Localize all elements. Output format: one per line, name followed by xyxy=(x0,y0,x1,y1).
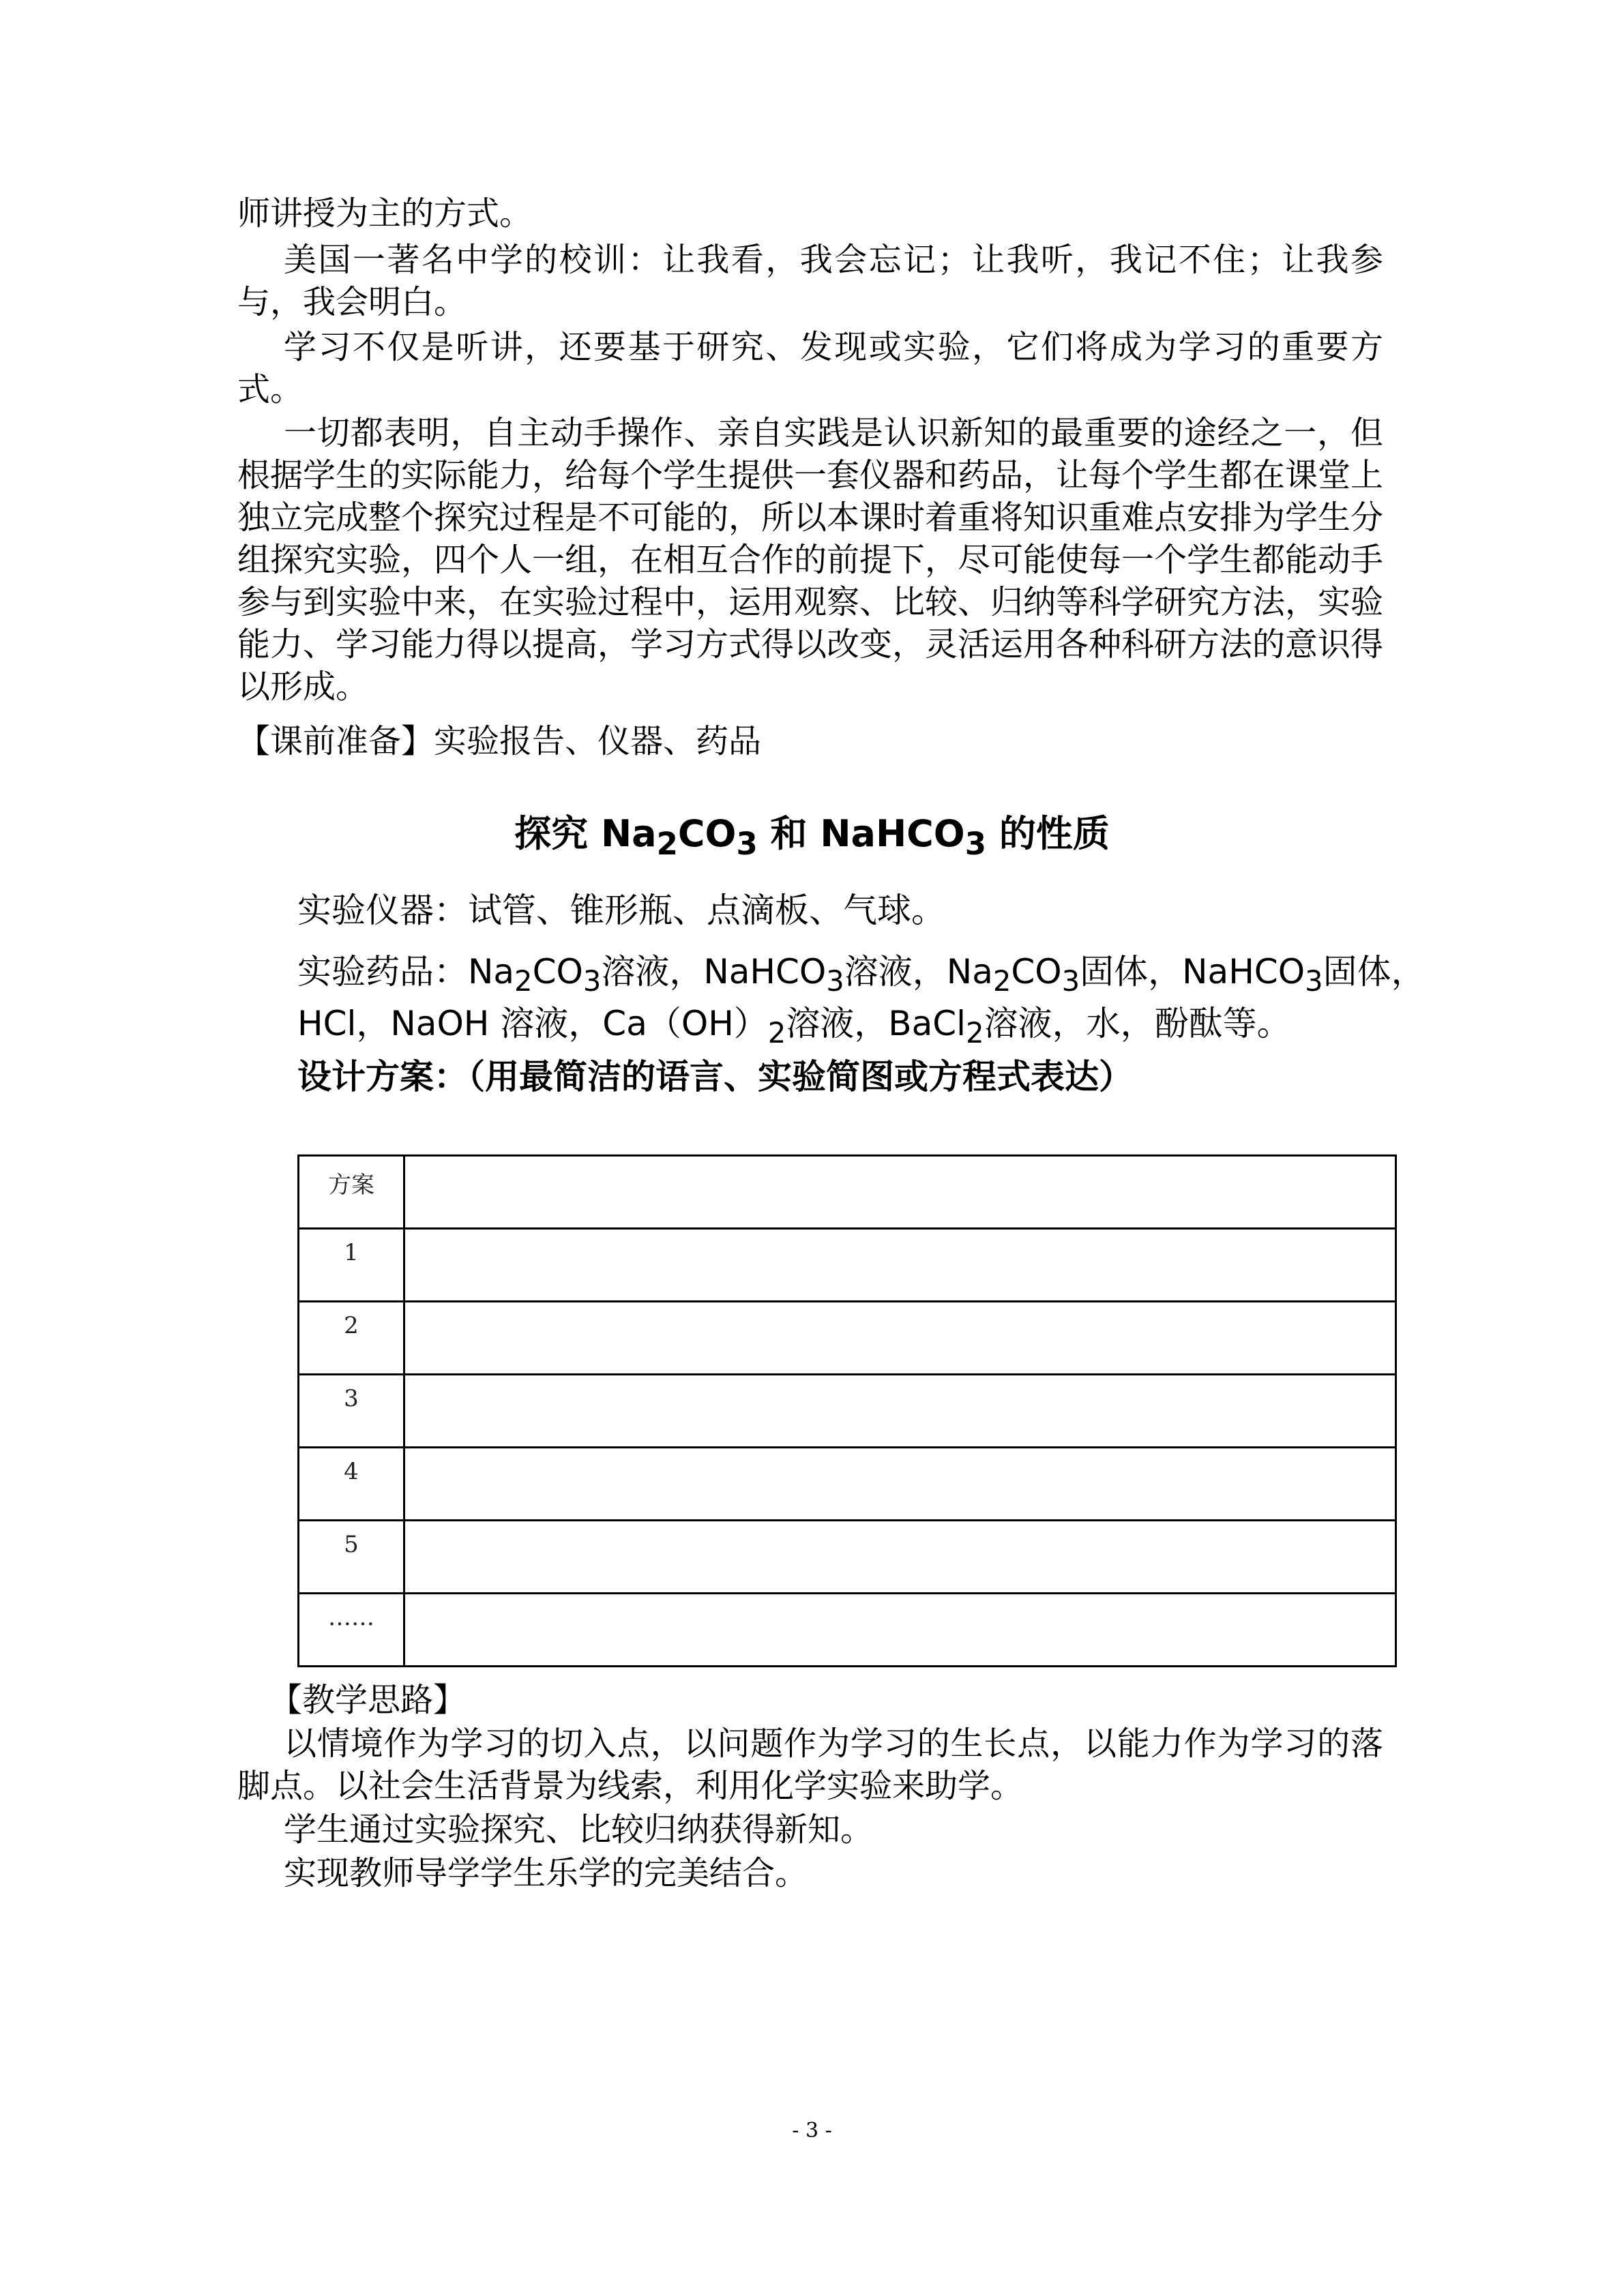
plan-blank-cell xyxy=(404,1156,1396,1229)
teaching-line-3: 实现教师导学学生乐学的完美结合。 xyxy=(284,1854,808,1892)
plan-blank-cell xyxy=(404,1375,1396,1448)
reagents-line-1: 实验药品：$Na_2CO_3$溶液，NaHCO$_3$溶液，$Na_2CO_3$固体，NaHCO$_3$固体， xyxy=(297,952,1426,998)
plan-number-cell: 3 xyxy=(299,1375,404,1448)
paragraph-practice: 一切都表明，自主动手操作、亲自实践是认识新知的最重要的途经之一，但根据学生的实际能力，给每个学生提供一套仪器和药品，让每个学生都在课堂上独立完成整个探究过程是不可能的，所以本课时着重将知识重难点安排为学生分组探究实验，四个人一组，在相互合作的前提下，尽可能使每一个学生都能动手参与到实验中来，在实验过程中，运用观察、比较、归纳等科学研究方法，实验能力、学习能力得以提高，学习方式得以改变，灵活运用各种科研方法的意识得以形成。 xyxy=(237,414,1384,706)
page-number: - 3 - xyxy=(792,2119,832,2143)
table-row xyxy=(299,1302,1396,1375)
table-row xyxy=(299,1229,1396,1302)
table-row xyxy=(299,1521,1396,1594)
plan-blank-cell xyxy=(404,1594,1396,1667)
experiment-title: 探究 $Na_2CO_3$ 和 NaHCO$_3$ 的性质 xyxy=(514,812,1110,862)
plan-number-cell: 5 xyxy=(299,1521,404,1594)
paragraph-learning: 学习不仅是听讲，还要基于研究、发现或实验，它们将成为学习的重要方式。 xyxy=(237,328,1383,408)
paragraph-school-motto: 美国一著名中学的校训：让我看，我会忘记；让我听，我记不住；让我参与，我会明白。 xyxy=(237,241,1383,321)
plan-blank-cell xyxy=(404,1448,1396,1521)
plan-number-cell: 2 xyxy=(299,1302,404,1375)
plan-header-cell: 方案 xyxy=(299,1156,404,1229)
plan-number-cell: …… xyxy=(299,1594,404,1667)
plan-number-cell: 1 xyxy=(299,1229,404,1302)
plan-blank-cell xyxy=(404,1521,1396,1594)
teaching-line-1: 以情境作为学习的切入点，以问题作为学习的生长点，以能力作为学习的落脚点。以社会生活背景为线索，利用化学实验来助学。 xyxy=(237,1725,1383,1805)
plan-table xyxy=(297,1154,1397,1667)
prep-label: 【课前准备】 xyxy=(237,722,434,760)
paragraph-continuation: 师讲授为主的方式。 xyxy=(237,194,533,233)
instruments-line: 实验仪器：试管、锥形瓶、点滴板、气球。 xyxy=(297,891,945,930)
table-row xyxy=(299,1375,1396,1448)
plan-blank-cell xyxy=(404,1229,1396,1302)
prep-text: 实验报告、仪器、药品 xyxy=(434,722,762,760)
table-row xyxy=(299,1448,1396,1521)
table-row xyxy=(299,1156,1396,1229)
teaching-heading: 【教学思路】 xyxy=(269,1681,467,1719)
table-row xyxy=(299,1594,1396,1667)
plan-number-cell: 4 xyxy=(299,1448,404,1521)
reagents-line-2: HCl，NaOH 溶液，$Ca(OH)_2$溶液，BaCl$_2$溶液，水，酚酞等。 xyxy=(297,1004,1291,1049)
teaching-line-2: 学生通过实验探究、比较归纳获得新知。 xyxy=(284,1810,874,1849)
prep-line xyxy=(237,720,1383,762)
plan-blank-cell xyxy=(404,1302,1396,1375)
design-heading: 设计方案：（用最简洁的语言、实验简图或方程式表达） xyxy=(297,1057,1133,1097)
